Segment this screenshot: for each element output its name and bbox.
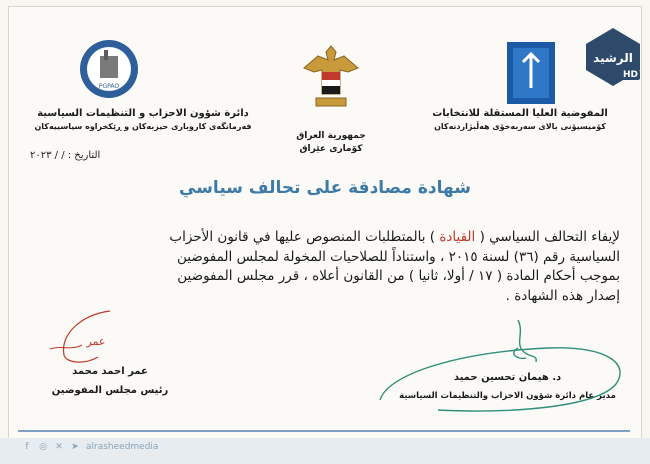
left-signatory-role: رئيس مجلس المفوضين [51, 385, 169, 396]
right-signatory-role: مدير عام دائرة شؤون الاحزاب والتنظيمات السياسية [399, 391, 616, 401]
country-header [286, 130, 376, 156]
certificate-title: شهادة مصادقة على تحالف سياسي [179, 178, 471, 198]
alliance-name: القيادة [435, 229, 480, 245]
left-department-header [18, 108, 268, 131]
iraq-emblem-icon [300, 42, 362, 126]
party-affairs-logo-icon [78, 38, 140, 100]
body-line-1-start: لإيفاء التحالف السياسي ( [479, 229, 620, 245]
right-commission-header [410, 108, 630, 131]
hd-badge: HD [622, 70, 638, 80]
body-line-4: إصدار هذه الشهادة . [505, 287, 620, 304]
channel-logo-text: الرشيد [593, 51, 633, 65]
right-signature [368, 318, 628, 418]
left-department-kurdish: فەرمانگەی کاروباری حیزبەکان و ڕێکخراوە سیاسییەکان [34, 122, 252, 131]
body-line-1-end: ) بالمتطلبات المنصوص عليها في قانون الأحزاب [169, 229, 436, 245]
instagram-icon[interactable]: ◎ [39, 442, 47, 452]
body-line-1 [30, 228, 620, 248]
body-line-2: السياسية رقم (٣٦) لسنة ٢٠١٥ ، واستناداً للصلاحيات المخولة لمجلس المفوضين [177, 248, 620, 265]
left-signature-text: عمر [86, 335, 106, 348]
certificate-body [30, 228, 620, 306]
footer-divider [18, 430, 630, 432]
country-arabic: جمهورية العراق [296, 131, 366, 141]
twitter-icon[interactable]: ✕ [55, 442, 63, 452]
right-signatory-name: د. هيمان تحسين حميد [453, 372, 562, 383]
left-signatory [20, 366, 200, 396]
facebook-icon[interactable]: f [25, 442, 29, 452]
right-signatory [390, 372, 625, 401]
country-kurdish: کۆماری عێراق [299, 144, 363, 154]
left-signature [40, 305, 130, 370]
left-logo-caption: PGPAO [98, 83, 120, 90]
body-line-3: بموجب أحكام المادة ( ١٧ / أولا، ثانيا ) من القانون أعلاه ، قرر مجلس المفوضين [177, 268, 620, 284]
left-department-arabic: دائرة شؤون الاحزاب و التنظيمات السياسية [37, 108, 249, 119]
commission-kurdish: کۆمیسیۆنی بالای سەربەخۆی هەڵبژاردنەکان [434, 122, 606, 131]
commission-arabic: المفوضية العليا المستقلة للانتخابات [432, 108, 608, 119]
date-line: التاريخ : / / ٢٠٢٣ [30, 150, 101, 161]
social-links [22, 442, 158, 452]
telegram-icon[interactable]: ➤ [71, 442, 79, 452]
social-handle: alrasheedmedia [86, 442, 159, 452]
left-signatory-name: عمر احمد محمد [72, 366, 148, 377]
election-commission-logo-icon [505, 40, 557, 106]
